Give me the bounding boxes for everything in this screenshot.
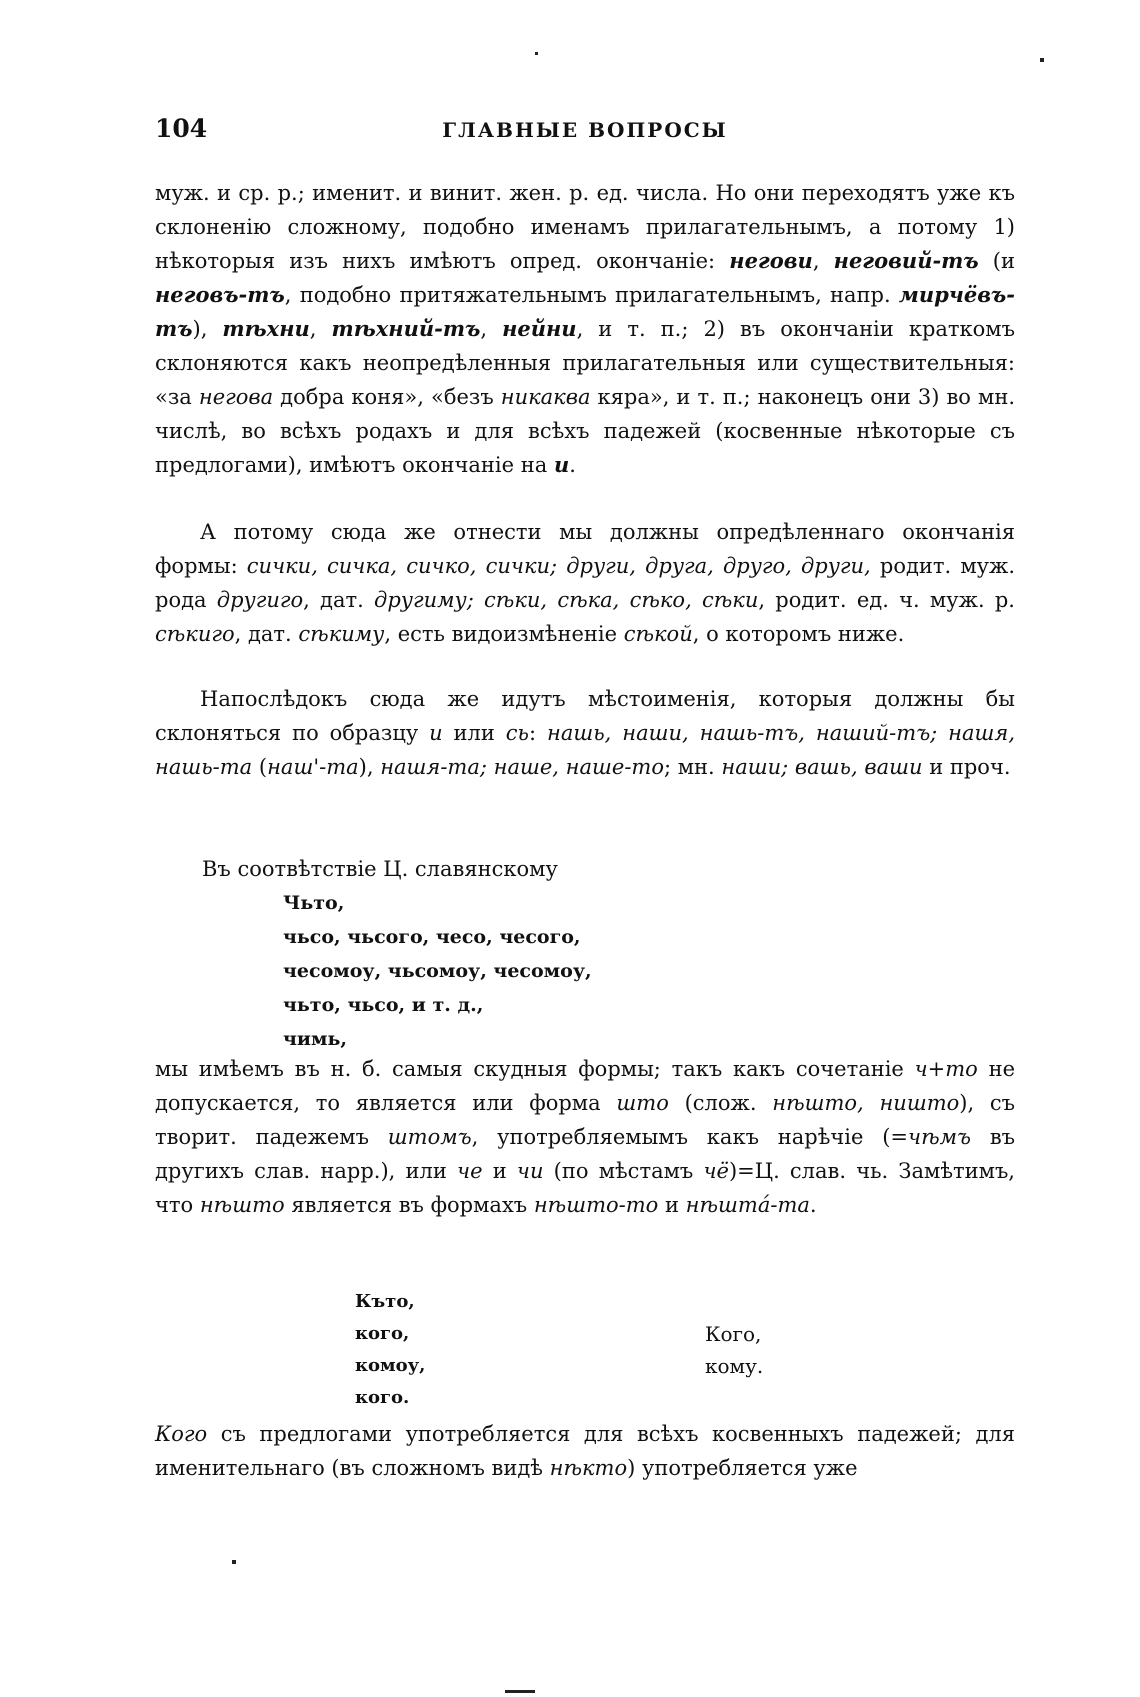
running-title: ГЛАВНЫЕ ВОПРОСЫ — [442, 118, 728, 142]
cs-form-line: чьсо, чьсого, чесо, чесого, — [283, 926, 581, 948]
kto-form: кого. — [355, 1387, 410, 1408]
kto-form: Къто, — [355, 1291, 415, 1312]
kto-form: кому. — [705, 1354, 764, 1378]
scan-edge-line — [505, 1690, 535, 1693]
church-slavonic-heading: Въ соотвѣтствіе Ц. славянскому — [202, 857, 558, 881]
paragraph-1: муж. и ср. р.; именит. и винит. жен. р. ед. числа. Но они переходятъ уже къ склоненію сложному, подобно именамъ прилагательнымъ, а потому 1) нѣкоторыя изъ нихъ имѣютъ опред. окончаніе: негови, неговий-тъ (и неговъ-тъ, подобно притяжательнымъ прилагательнымъ, напр. мирчёвъ-тъ), тѣхни, тѣхний-тъ, нейни, и т. п.; 2) въ окончаніи краткомъ склоняются какъ неопредѣленныя прилагательныя или существительныя: «за негова добра коня», «безъ никаква кяра», и т. п.; наконецъ они 3) во мн. числѣ, во всѣхъ родахъ и для всѣхъ падежей (косвенные нѣкоторые съ предлогами), имѣютъ окончаніе на и. — [155, 181, 1015, 477]
paragraph-2: А потому сюда же отнести мы должны опредѣленнаго окончанія формы: сички, сичка, сичко, сички; други, друга, друго, други, родит. муж. рода другиго, дат. другиму; сѣки, сѣка, сѣко, сѣки, родит. ед. ч. муж. р. сѣкиго, дат. сѣкиму, есть видоизмѣненіе сѣкой, о которомъ ниже. — [155, 520, 1016, 646]
cs-form-line: чесомоу, чьсомоу, чесомоу, — [283, 960, 592, 982]
scan-speck — [535, 52, 538, 55]
page-number: 104 — [155, 114, 208, 143]
paragraph-4: мы имѣемъ въ н. б. самыя скудныя формы; такъ какъ сочетаніе ч+то не допускается, то является или форма што (слож. нѣшто, ништо), съ творит. падежемъ штомъ, употребляемымъ какъ нарѣчіе (=чѣмъ въ другихъ слав. нарр.), или че и чи (по мѣстамъ чё)=Ц. слав. чь. Замѣтимъ, что нѣшто является въ формахъ нѣшто-то и нѣшта́-та. — [155, 1057, 1016, 1217]
cs-form-line: Чьто, — [283, 892, 345, 914]
church-slavonic-forms — [283, 886, 592, 1056]
cs-form-line: чимь, — [283, 1028, 348, 1050]
kto-form: Кого, — [705, 1322, 762, 1346]
kto-form: комоу, — [355, 1355, 426, 1376]
page-header — [155, 114, 1015, 154]
paragraph-3: Напослѣдокъ сюда же идутъ мѣстоименія, которыя должны бы склоняться по образцу и или сь: нашь, наши, нашь-тъ, наший-тъ; нашя, нашь-та (наш'-та), нашя-та; наше, наше-то; мн. наши; вашь, ваши и проч. — [155, 687, 1015, 779]
scan-speck — [1040, 58, 1044, 62]
scan-speck — [232, 1560, 236, 1564]
cs-form-line: чьто, чьсо, и т. д., — [283, 994, 484, 1016]
kto-church-slavonic-forms — [355, 1286, 425, 1414]
paragraph-5: Кого съ предлогами употребляется для всѣхъ косвенныхъ падежей; для именительнаго (въ сложномъ видѣ нѣкто) употребляется уже — [155, 1422, 1015, 1480]
kto-form: кого, — [355, 1323, 410, 1344]
kto-bulgarian-forms — [705, 1318, 763, 1382]
